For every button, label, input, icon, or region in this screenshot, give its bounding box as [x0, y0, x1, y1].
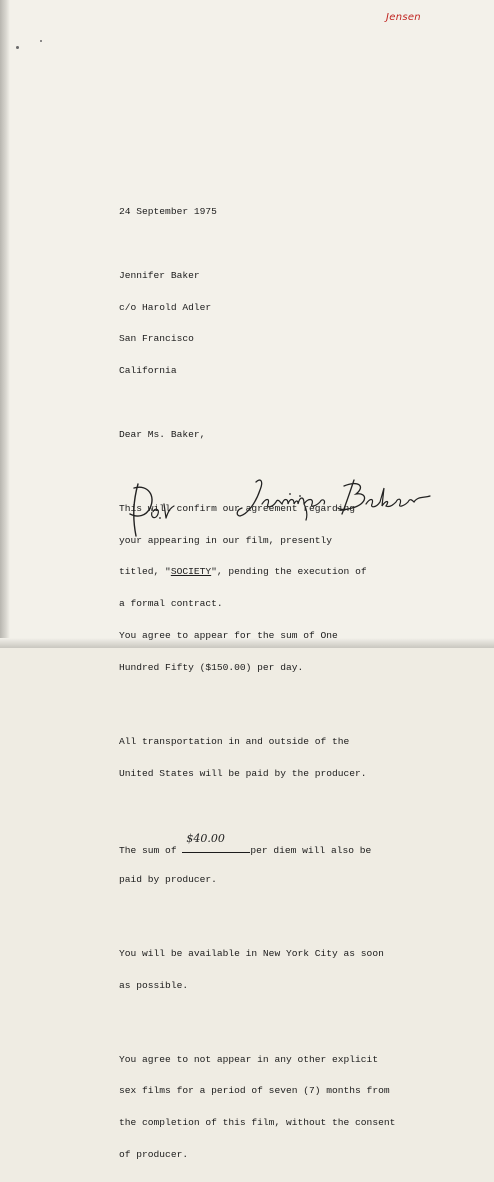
para1-line: This will confirm our agreement regarding: [119, 502, 356, 514]
recipient-line: Jennifer Baker: [119, 269, 200, 281]
per-diem-pre: The sum of: [119, 844, 183, 856]
scan-speck: [16, 46, 19, 49]
producer-signature: [120, 478, 180, 540]
film-title: SOCIETY: [170, 566, 212, 578]
para2-line: You agree to appear for the sum of One: [119, 629, 338, 641]
scan-edge-shadow: [0, 0, 10, 648]
para6-line: of producer.: [119, 1149, 189, 1161]
recipient-line: California: [119, 365, 177, 377]
para6-line: You agree to not appear in any other explicit: [119, 1053, 379, 1065]
para5-line: You will be available in New York City as soon: [119, 947, 384, 959]
para3-line: All transportation in and outside of the: [119, 735, 350, 747]
scan-speck: [40, 40, 42, 42]
title-post: ", pending the execution of: [211, 566, 367, 578]
para6-line: the completion of this film, without the consent: [119, 1117, 396, 1129]
para1-line: your appearing in our film, presently: [119, 534, 333, 546]
salutation: Dear Ms. Baker,: [119, 428, 206, 440]
per-diem-blank: [182, 831, 250, 853]
recipient-line: San Francisco: [119, 333, 194, 345]
per-diem-end: paid by producer.: [119, 873, 217, 885]
letter-date: 24 September 1975: [119, 206, 217, 218]
para3-line: United States will be paid by the producer.: [119, 767, 367, 779]
per-diem-amount: $40.00: [186, 831, 225, 845]
para6-line: sex films for a period of seven (7) months from: [119, 1085, 390, 1097]
para1-line: a formal contract.: [119, 598, 223, 610]
handwritten-annotation: Jensen: [386, 12, 421, 23]
para5-line: as possible.: [119, 979, 189, 991]
para2-line: Hundred Fifty ($150.00) per day.: [119, 661, 304, 673]
recipient-line: c/o Harold Adler: [119, 301, 212, 313]
letter-body: [119, 186, 449, 1182]
title-pre: titled, ": [119, 566, 171, 578]
para1-title-line: [119, 567, 449, 578]
per-diem-post: per diem will also be: [250, 844, 372, 856]
per-diem-line: [119, 831, 449, 856]
jennifer-baker-signature: [234, 474, 440, 526]
